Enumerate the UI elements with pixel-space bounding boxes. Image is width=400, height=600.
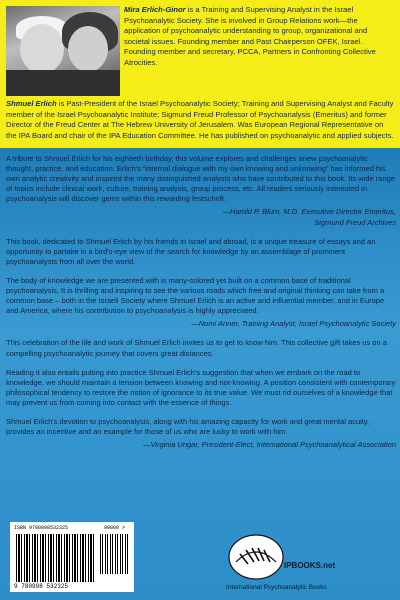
endorsements <box>6 154 396 459</box>
endorsement-paragraph: This book, dedicated to Shmuel Erlich by his friends in Israel and abroad, is a unique treasure of essays and an opportunity to partake in a bird's-eye view of the search for knowledge by an assemblage of prominent psychoanalysts from all over the world. <box>6 236 376 266</box>
barcode-bars <box>16 534 94 582</box>
price-code: 90000 > <box>104 525 126 531</box>
endorsement-paragraph: Reading it also entails putting into practice Shmuel Erlich's suggestion that when we embark on the road to knowledge, we should maintain a tension between knowing and not-knowing. A position consistent with contemporary philosophical tendency to restore the notion of ignorance to its true value. We must rid ourselves of a knowledge that may prevent us from coming into contact with the essence of things. <box>6 367 396 407</box>
barcode-addon-bars <box>100 534 128 574</box>
bio-shmuel <box>6 99 394 141</box>
ipbooks-logo-icon <box>226 532 286 582</box>
author-photo <box>6 6 120 96</box>
bio-mira-text: is a Training and Supervising Analyst in the Israel Psychoanalytic Society. She is involved in Group Relations work—the application of psychoanalytic understanding to group, organizational and societal issues. Founding member and Past Chairperson OFEK, Israel. Founding member and secretary, PCCA, Partners in Confronting Collective Atrocities. <box>124 5 376 67</box>
isbn-barcode <box>10 522 134 592</box>
bio-shmuel-name: Shmuel Erlich <box>6 99 57 108</box>
endorsement-attribution: —Virginia Ungar, President-Elect, International Psychoanalytical Association <box>142 440 396 450</box>
isbn-line: ISBN 9780998532325 <box>14 525 69 531</box>
bio-mira-name: Mira Erlich-Ginor <box>124 5 186 14</box>
endorsement-attribution <box>6 207 396 227</box>
endorsement-paragraph: This celebration of the life and work of Shmuel Erlich invites us to get to know him. This collective gift takes us on a compelling psychoanalytic journey that covers great distances. <box>6 338 387 358</box>
bio-shmuel-text: is Past-President of the Israel Psychoanalytic Society; Training and Supervising Analyst and Faculty member of the Israel Psychoanalytic Institute; Sigmund Freud Professor of Psychoanalysis (Emeritus) and former Director of the Freud Center at The Hebrew University of Jerusalem. Was European Regional Representative on the IPA Board and chair of the IPA Education Committee. He has published on psychoanalytic and applied subjects. <box>6 99 394 140</box>
endorsement-paragraph: The body of knowledge we are presented with is many-colored yet built on a common base of traditional psychoanalysis. It is thrilling and inspiring to see the various roads which free and original thinking can take from a common base – both in the Israeli Society where Shmuel Erlich is an active and influential member, and in Europe and America, where his contribution to psychoanalysis is highly appreciated. <box>6 275 385 316</box>
endorsement-paragraph: Shmuel Erlich's devotion to psychoanalysis, along with his amazing capacity for work and great mental acuity, provides an incentive and an example for those of us who are lucky to work with him. <box>6 416 370 437</box>
attribution-line: Sigmund Freud Archives <box>314 217 396 227</box>
publisher-name: IPBOOKS.net <box>284 561 336 570</box>
attribution-line: —Harold P. Blum, M.D. Executive Director Emeritus, <box>222 207 396 217</box>
endorsement-paragraph: A tribute to Shmuel Erlich for his eightieth birthday, this volume explores and challenges anew psychoanalytic thought, practice, and education. Erlich's “internal dialogue with my own knowing and unknowing” has informed his own analytic creativity and inspired the many distinguished analysts who have contributed to this book. Its wide range of topics include clinical work, culture, training analysis, group process, etc. All readers seriously interested in psychoanalysis will discover gems within this rewarding festschrift. <box>6 154 395 204</box>
bio-mira <box>124 5 394 69</box>
barcode-number: 9 780998 532325 <box>14 583 69 590</box>
endorsement-attribution: —Nomi Anner, Training Analyst, Israel Psychoanalytic Society <box>191 319 396 329</box>
author-bio-band <box>0 0 400 148</box>
publisher-subtitle: International Psychoanalytic Books <box>226 584 327 591</box>
